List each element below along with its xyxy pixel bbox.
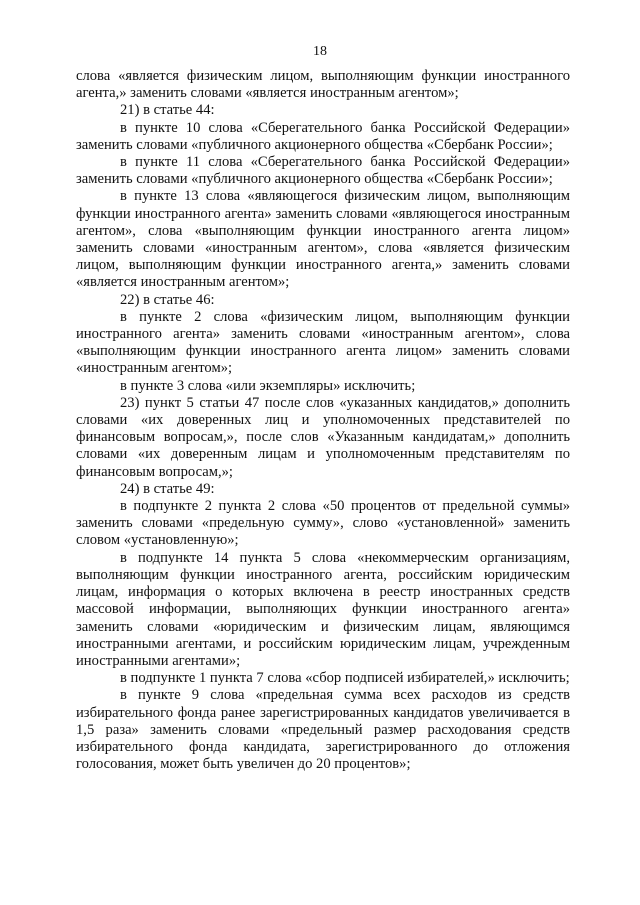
paragraph: в подпункте 2 пункта 2 слова «50 процентов от предельной суммы» заменить словами «предельную сумму», слово «установленной» заменить словом «установленную»; [76,498,570,549]
paragraph: в пункте 3 слова «или экземпляры» исключить; [120,377,416,394]
paragraph-continuation: слова «является физическим лицом, выполняющим функции иностранного агента,» заменить словами «является иностранным агентом»; [76,68,570,102]
list-item-24: 24) в статье 49: [120,480,215,497]
paragraph: в пункте 2 слова «физическим лицом, выполняющим функции иностранного агента» заменить словами «иностранным агентом», слова «выполняющим функции иностранного агента лицом» заменить словами «иностранным агентом»; [76,308,570,377]
paragraph: в пункте 13 слова «являющегося физическим лицом, выполняющим функции иностранного агента» заменить словами «являющегося иностранным агентом», слова «выполняющим функции иностранного агента лицом» заменить словами «иностранным агентом», слова «является физическим лицом, выполняющим функции иностранного агента,» заменить словами «является иностранным агентом»; [76,188,570,291]
paragraph: в пункте 11 слова «Сберегательного банка Российской Федерации» заменить словами «публичного акционерного общества «Сбербанк России»; [76,154,570,188]
list-item-21: 21) в статье 44: [120,102,215,119]
list-item-22: 22) в статье 46: [120,291,215,308]
page-number: 18 [313,44,327,59]
paragraph: в подпункте 14 пункта 5 слова «некоммерческим организациям, выполняющим функции иностранного агента, российским юридическим лицам, информация о которых включена в реестр иностранных средств массовой информации, выполняющих функции иностранного агента» заменить словами «юридическим и физическим лицам, являющимся иностранными агентами, и российским юридическим лицам, учрежденным иностранными агентами»; [76,549,570,669]
paragraph: в пункте 9 слова «предельная сумма всех расходов из средств избирательного фонда ранее зарегистрированных кандидатов увеличивается в 1,5 раза» заменить словами «предельный размер расходования средств избирательного фонда кандидата, зарегистрированного до отложения голосования, может быть увеличен до 20 процентов»; [76,687,570,773]
document-body [76,68,570,773]
paragraph: в подпункте 1 пункта 7 слова «сбор подписей избирателей,» исключить; [120,670,570,687]
paragraph: в пункте 10 слова «Сберегательного банка Российской Федерации» заменить словами «публичного акционерного общества «Сбербанк России»; [76,119,570,153]
list-item-23: 23) пункт 5 статьи 47 после слов «указанных кандидатов,» дополнить словами «их доверенных лиц и уполномоченных представителей по финансовым вопросам,», после слов «Указанным кандидатам,» дополнить словами «их доверенным лицам и уполномоченным представителям по финансовым вопросам,»; [76,394,570,480]
